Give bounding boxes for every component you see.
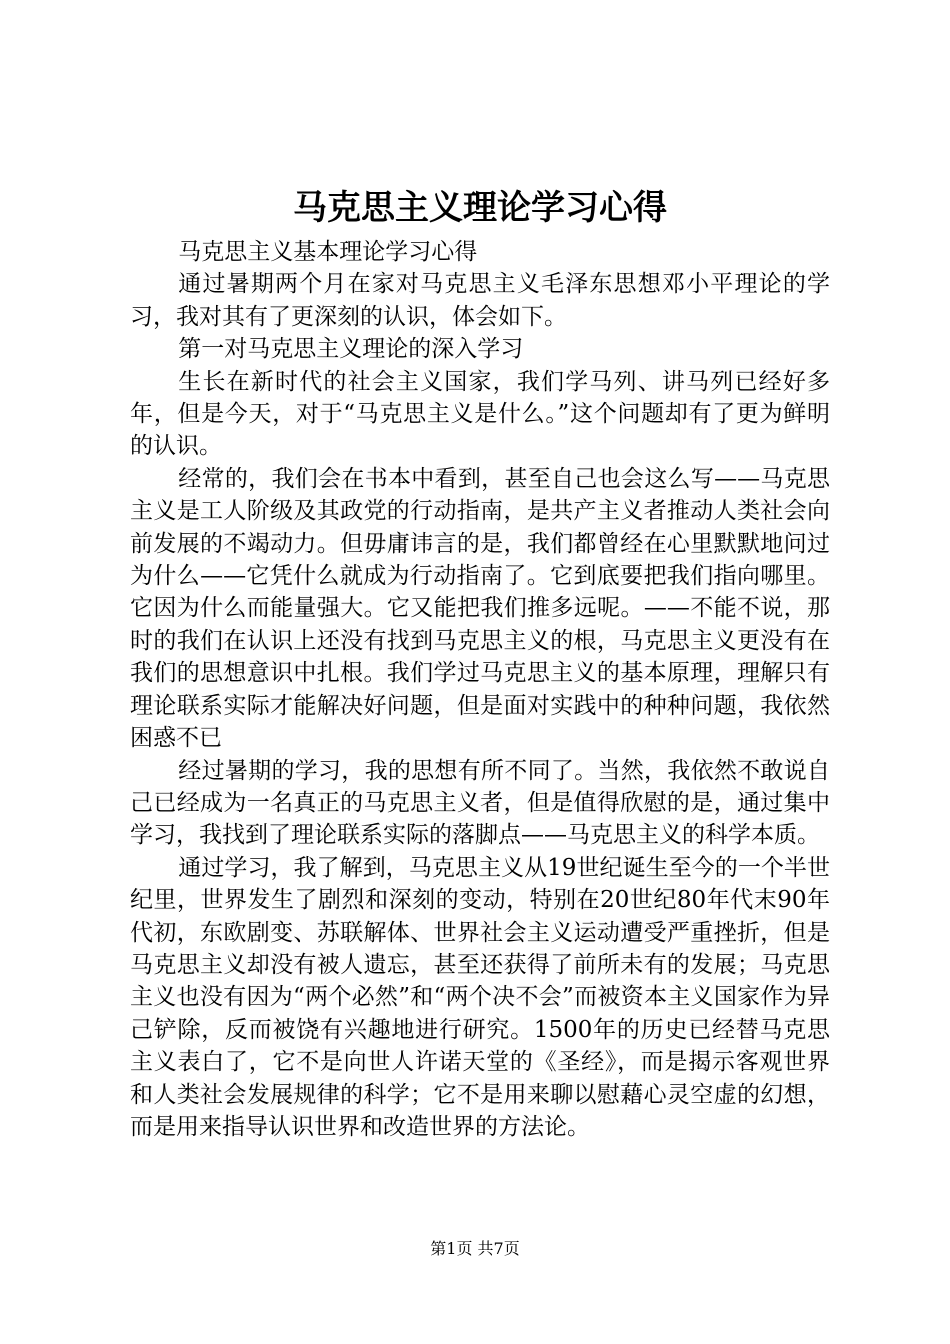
paragraph: 通过暑期两个月在家对马克思主义毛泽东思想邓小平理论的学习，我对其有了更深刻的认识，体会如下。 bbox=[130, 271, 830, 330]
document-title: 马克思主义理论学习心得 bbox=[293, 188, 667, 228]
document-body bbox=[130, 236, 830, 1143]
paragraph: 通过学习，我了解到，马克思主义从19世纪诞生至今的一个半世纪里，世界发生了剧烈和深刻的变动，特别在20世纪80年代末90年代初，东欧剧变、苏联解体、世界社会主义运动遭受严重挫折，但是马克思主义却没有被人遗忘，甚至还获得了前所未有的发展；马克思主义也没有因为“两个必然”和“两个决不会”而被资本主义国家作为异己铲除，反而被饶有兴趣地进行研究。1500年的历史已经替马克思主义表白了，它不是向世人许诺天堂的《圣经》，而是揭示客观世界和人类社会发展规律的科学；它不是用来聊以慰藉心灵空虚的幻想，而是用来指导认识世界和改造世界的方法论。 bbox=[130, 854, 830, 1140]
paragraph: 经过暑期的学习，我的思想有所不同了。当然，我依然不敢说自己已经成为一名真正的马克思主义者，但是值得欣慰的是，通过集中学习，我找到了理论联系实际的落脚点——马克思主义的科学本质。 bbox=[130, 757, 830, 849]
paragraph-subtitle: 马克思主义基本理论学习心得 bbox=[178, 239, 478, 265]
paragraph: 生长在新时代的社会主义国家，我们学马列、讲马列已经好多年，但是今天，对于“马克思主义是什么。”这个问题却有了更为鲜明的认识。 bbox=[130, 368, 830, 460]
page-number-footer: 第1页 共7页 bbox=[430, 1239, 520, 1258]
paragraph-section-heading: 第一对马克思主义理论的深入学习 bbox=[178, 336, 524, 363]
paragraph: 经常的，我们会在书本中看到，甚至自己也会这么写——马克思主义是工人阶级及其政党的行动指南，是共产主义者推动人类社会向前发展的不竭动力。但毋庸讳言的是，我们都曾经在心里默默地问过为什么——它凭什么就成为行动指南了。它到底要把我们指向哪里。它因为什么而能量强大。它又能把我们推多远呢。——不能不说，那时的我们在认识上还没有找到马克思主义的根，马克思主义更没有在我们的思想意识中扎根。我们学过马克思主义的基本原理，理解只有理论联系实际才能解决好问题，但是面对实践中的种种问题，我依然困惑不已 bbox=[130, 465, 830, 752]
